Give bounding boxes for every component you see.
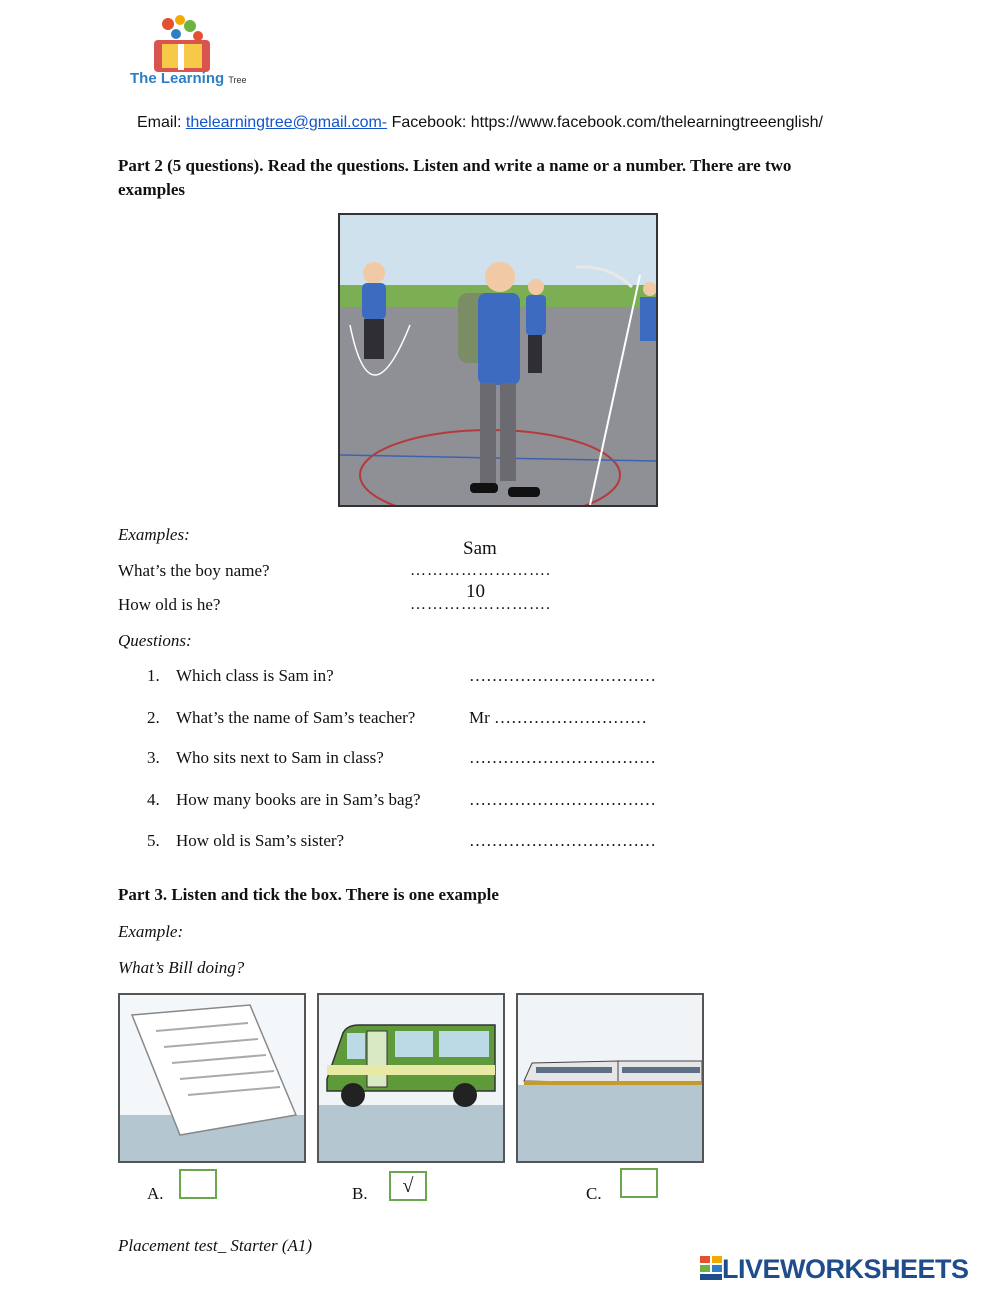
train-icon	[518, 995, 702, 1161]
question-text: How many books are in Sam’s bag?	[176, 790, 421, 809]
question-number: 1.	[147, 666, 160, 685]
question-text: Which class is Sam in?	[176, 666, 334, 685]
footer-text: Placement test_ Starter (A1)	[118, 1236, 313, 1255]
option-b-label: B.	[352, 1184, 368, 1203]
option-a-label: A.	[147, 1184, 164, 1203]
answer-field[interactable]: ……………………………	[469, 831, 656, 850]
answer-field[interactable]: Mr ………………………	[469, 708, 648, 727]
email-label: Email:	[137, 114, 186, 131]
example-dots-1: …………………….	[410, 562, 551, 579]
logo-main-text: The Learning	[130, 70, 225, 87]
option-b-picture	[317, 993, 505, 1163]
questions-label: Questions:	[118, 631, 192, 650]
facebook-text: Facebook: https://www.facebook.com/thelearningtreeenglish/	[387, 114, 823, 131]
email-link[interactable]: thelearningtree@gmail.com-	[185, 114, 388, 131]
liveworksheets-brand[interactable]	[700, 1254, 969, 1285]
part2-heading-line2: examples	[118, 180, 186, 199]
logo-sub-text: Tree	[228, 75, 247, 85]
part3-heading: Part 3. Listen and tick the box. There is one example	[118, 885, 499, 904]
contact-line	[137, 114, 823, 132]
question-number: 4.	[147, 790, 160, 809]
question-text: What’s the name of Sam’s teacher?	[176, 708, 416, 727]
answer-field[interactable]: ……………………………	[469, 666, 656, 685]
bus-icon	[319, 995, 503, 1161]
question-number: 5.	[147, 831, 160, 850]
question-text: How old is Sam’s sister?	[176, 831, 345, 850]
option-c-label: C.	[586, 1184, 602, 1203]
example-dots-2: …………………….	[410, 596, 551, 613]
schoolyard-illustration	[338, 213, 658, 507]
option-c-picture	[516, 993, 704, 1163]
example-answer-2: 10	[466, 581, 485, 602]
logo-text	[130, 70, 247, 87]
liveworksheets-text: LIVEWORKSHEETS	[722, 1254, 969, 1284]
logo	[128, 14, 240, 100]
answer-field[interactable]: ……………………………	[469, 748, 656, 767]
answer-field[interactable]: ……………………………	[469, 790, 656, 809]
tree-logo-icon	[128, 14, 240, 100]
question-number: 2.	[147, 708, 160, 727]
part2-heading-line1: Part 2 (5 questions). Read the questions. Listen and write a name or a number. There are two	[118, 156, 792, 175]
examples-label: Examples:	[118, 525, 190, 544]
example-question-2: How old is he?	[118, 595, 221, 614]
liveworksheets-logo-icon	[700, 1256, 722, 1280]
option-a-tick-box[interactable]	[179, 1169, 217, 1199]
question-text: Who sits next to Sam in class?	[176, 748, 384, 767]
example-answer-1: Sam	[463, 538, 497, 559]
part3-example-label: Example:	[118, 922, 184, 941]
paper-sheet-icon	[120, 995, 304, 1161]
option-a-picture	[118, 993, 306, 1163]
question-number: 3.	[147, 748, 160, 767]
option-b-tick-box[interactable]: √	[389, 1171, 427, 1201]
option-c-tick-box[interactable]	[620, 1168, 658, 1198]
example-question-1: What’s the boy name?	[118, 561, 270, 580]
part3-example-question: What’s Bill doing?	[118, 958, 245, 977]
